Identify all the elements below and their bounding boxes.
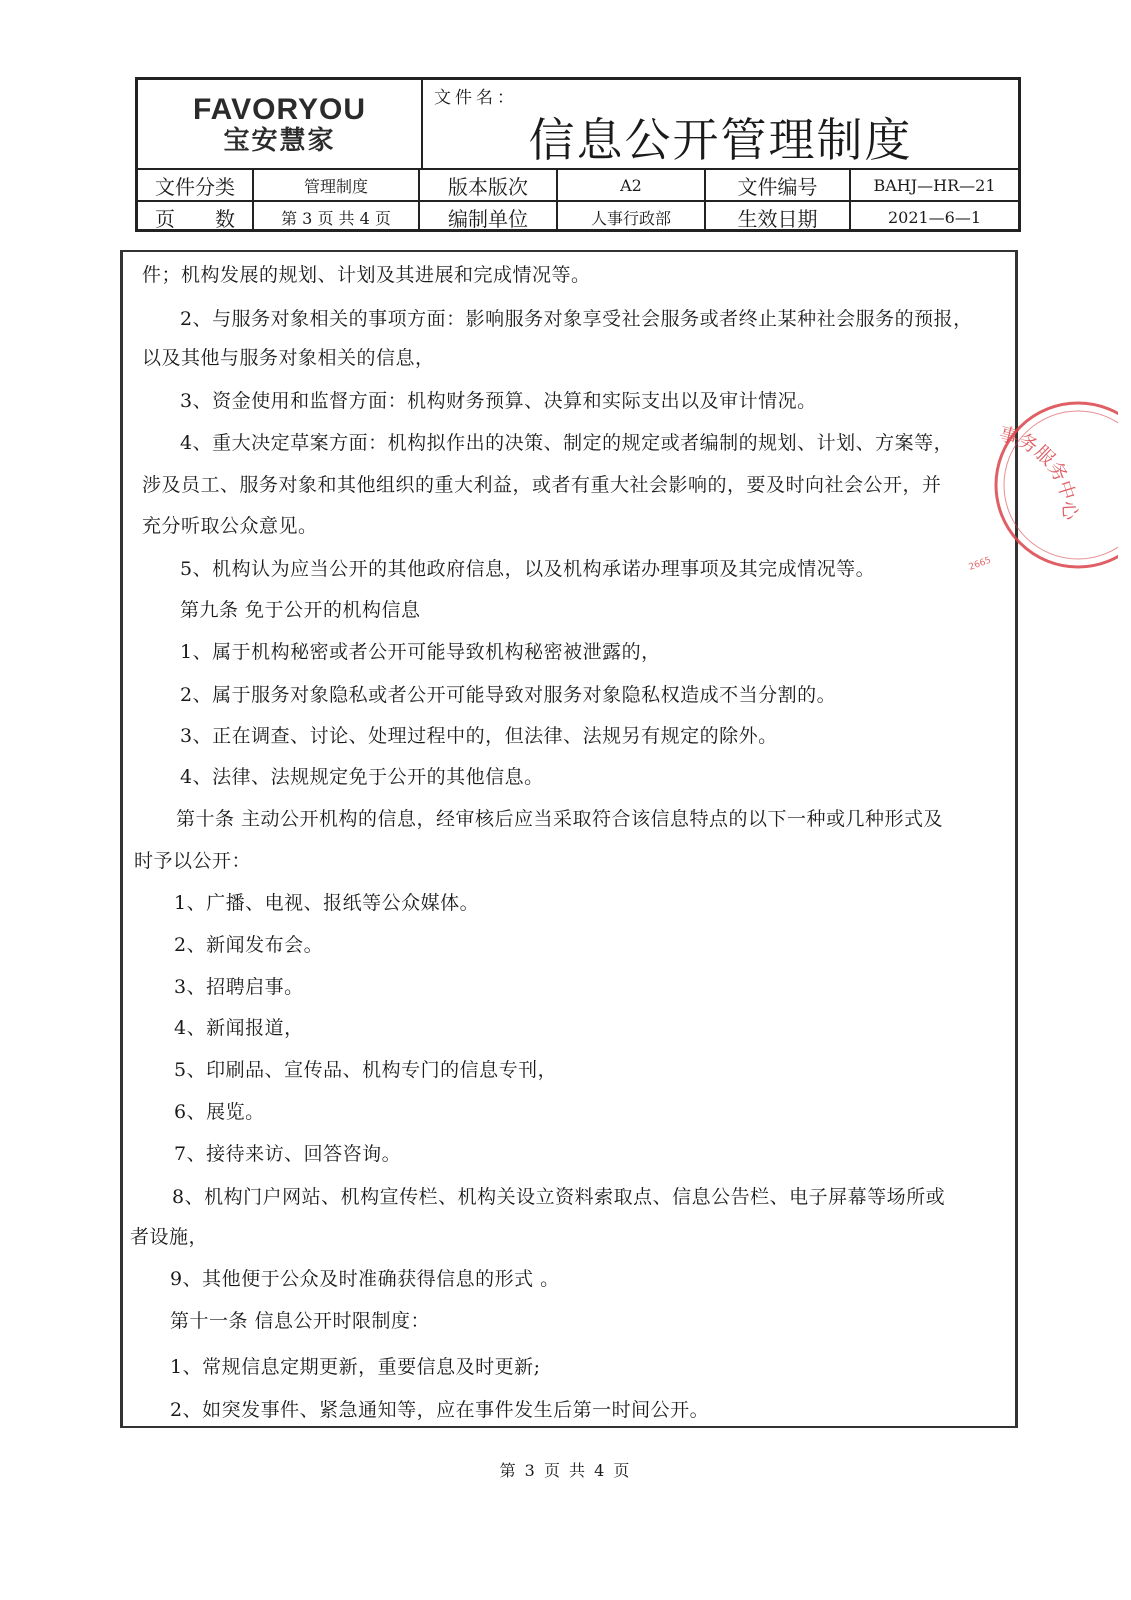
header-row-1 (138, 169, 1018, 201)
text-line: 3、招聘启事。 (174, 976, 304, 998)
section-heading: 第九条 免于公开的机构信息 (180, 599, 421, 621)
text-line: 2、新闻发布会。 (174, 934, 324, 956)
red-seal-stamp (958, 380, 1118, 580)
header-row-2 (138, 201, 1018, 232)
text-line: 1、广播、电视、报纸等公众媒体。 (174, 892, 480, 914)
number-label: 文件编号 (705, 169, 850, 201)
unit-value: 人事行政部 (557, 201, 705, 232)
text-line: 7、接待来访、回答咨询。 (174, 1143, 402, 1165)
text-line: 充分听取公众意见。 (142, 515, 318, 537)
content-frame (120, 250, 1018, 1428)
text-line: 时予以公开： (134, 850, 252, 872)
text-line: 4、重大决定草案方面：机构拟作出的决策、制定的规定或者编制的规划、计划、方案等， (180, 432, 954, 454)
text-line: 4、新闻报道， (174, 1017, 304, 1039)
version-label: 版本版次 (419, 169, 557, 201)
text-line: 4、法律、法规规定免于公开的其他信息。 (180, 766, 544, 788)
date-value: 2021—6—1 (850, 201, 1018, 232)
document-header (135, 77, 1021, 232)
version-value: A2 (557, 169, 705, 201)
text-line: 件；机构发展的规划、计划及其进展和完成情况等。 (142, 264, 591, 286)
text-line: 者设施， (130, 1226, 209, 1248)
text-line: 5、印刷品、宣传品、机构专门的信息专刊， (174, 1059, 558, 1081)
document-title: 信息公开管理制度 (528, 113, 913, 167)
text-line: 5、机构认为应当公开的其他政府信息，以及机构承诺办理事项及其完成情况等。 (180, 558, 876, 580)
category-label: 文件分类 (138, 169, 253, 201)
number-value: BAHJ—HR—21 (850, 169, 1018, 201)
text-line: 2、属于服务对象隐私或者公开可能导致对服务对象隐私权造成不当分割的。 (180, 684, 837, 706)
seal-text: 事务服务中心 (996, 422, 1081, 521)
text-line: 6、展览。 (174, 1101, 265, 1123)
logo-chinese: 宝安慧家 (223, 126, 336, 156)
logo-english: FAVORYOU (192, 93, 366, 126)
text-line: 以及其他与服务对象相关的信息， (142, 347, 435, 369)
text-line: 9、其他便于公众及时准确获得信息的形式 。 (170, 1268, 560, 1290)
company-logo (138, 80, 423, 170)
pages-label: 页 数 (138, 201, 253, 232)
text-line: 1、常规信息定期更新，重要信息及时更新; (170, 1356, 541, 1378)
category-value: 管理制度 (253, 169, 419, 201)
section-heading: 第十一条 信息公开时限制度： (170, 1310, 431, 1332)
pages-value: 第 3 页 共 4 页 (253, 201, 419, 232)
header-info-table (138, 168, 1018, 232)
text-line: 1、属于机构秘密或者公开可能导致机构秘密被泄露的， (180, 641, 661, 663)
text-line: 3、正在调查、讨论、处理过程中的，但法律、法规另有规定的除外。 (180, 725, 778, 747)
text-line: 3、资金使用和监督方面：机构财务预算、决算和实际支出以及审计情况。 (180, 390, 817, 412)
unit-label: 编制单位 (419, 201, 557, 232)
text-line: 2、与服务对象相关的事项方面：影响服务对象享受社会服务或者终止某种社会服务的预报， (180, 308, 973, 330)
file-name-label: 文件名： (434, 88, 518, 108)
seal-number: 2665 (967, 555, 993, 573)
section-heading: 第十条 主动公开机构的信息，经审核后应当采取符合该信息特点的以下一种或几种形式及 (176, 808, 944, 830)
text-line: 2、如突发事件、紧急通知等，应在事件发生后第一时间公开。 (170, 1399, 710, 1421)
date-label: 生效日期 (705, 201, 850, 232)
text-line: 涉及员工、服务对象和其他组织的重大利益，或者有重大社会影响的，要及时向社会公开，并 (142, 474, 942, 496)
page-footer: 第 3 页 共 4 页 (499, 1461, 632, 1480)
text-line: 8、机构门户网站、机构宣传栏、机构关设立资料索取点、信息公告栏、电子屏幕等场所或 (172, 1186, 946, 1208)
